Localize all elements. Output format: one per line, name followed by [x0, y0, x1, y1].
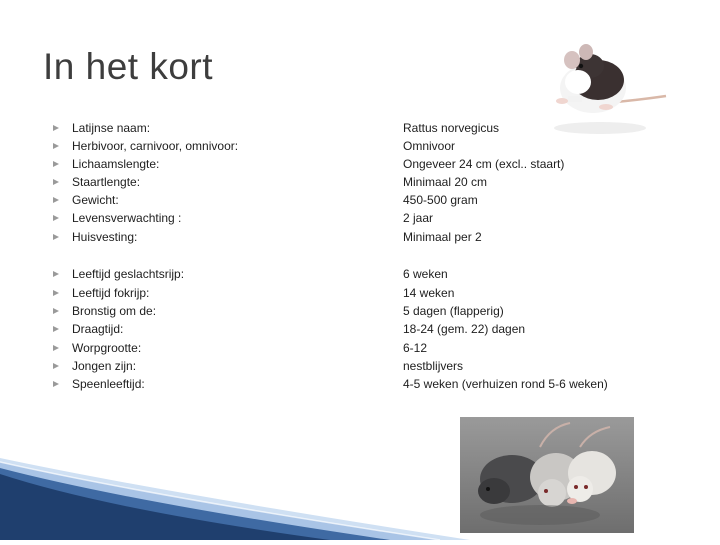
fact-value: Ongeveer 24 cm (excl.. staart) — [403, 157, 565, 171]
fact-row — [0, 302, 720, 320]
fact-row — [0, 284, 720, 302]
fact-value: 6 weken — [403, 267, 448, 281]
bullet-icon — [53, 345, 59, 351]
fact-value: 4-5 weken (verhuizen rond 5-6 weken) — [403, 377, 608, 391]
fact-row — [0, 173, 720, 191]
bullet-icon — [53, 125, 59, 131]
fact-label: Huisvesting: — [72, 230, 138, 244]
fact-row — [0, 375, 720, 393]
bullet-icon — [53, 381, 59, 387]
fact-label: Gewicht: — [72, 193, 119, 207]
fact-row — [0, 320, 720, 338]
fact-label: Draagtijd: — [72, 322, 124, 336]
fact-label: Lichaamslengte: — [72, 157, 160, 171]
fact-value: 14 weken — [403, 286, 455, 300]
fact-row — [0, 155, 720, 173]
fact-value: Omnivoor — [403, 139, 456, 153]
fact-label: Leeftijd geslachtsrijp: — [72, 267, 185, 281]
decorative-wave-band — [0, 452, 470, 540]
bullet-icon — [53, 326, 59, 332]
fact-value: 18-24 (gem. 22) dagen — [403, 322, 526, 336]
bullet-icon — [53, 271, 59, 277]
fact-value: Minimaal per 2 — [403, 230, 482, 244]
fact-row — [0, 209, 720, 227]
fact-label: Leeftijd fokrijp: — [72, 286, 150, 300]
fact-row — [0, 119, 720, 137]
baby-rats-photo — [460, 417, 634, 533]
bullet-icon — [53, 290, 59, 296]
fact-value: 450-500 gram — [403, 193, 478, 207]
fact-label: Jongen zijn: — [72, 359, 137, 373]
bullet-icon — [53, 143, 59, 149]
fact-value: 6-12 — [403, 341, 428, 355]
fact-value: Minimaal 20 cm — [403, 175, 488, 189]
fact-row — [0, 191, 720, 209]
fact-row — [0, 339, 720, 357]
slide-title: In het kort — [43, 46, 214, 87]
fact-value: Rattus norvegicus — [403, 121, 500, 135]
fact-value: nestblijvers — [403, 359, 464, 373]
bullet-icon — [53, 215, 59, 221]
bullet-icon — [53, 363, 59, 369]
fact-label: Staartlengte: — [72, 175, 141, 189]
fact-label: Herbivoor, carnivoor, omnivoor: — [72, 139, 239, 153]
fact-label: Bronstig om de: — [72, 304, 157, 318]
bullet-icon — [53, 179, 59, 185]
fact-value: 5 dagen (flapperig) — [403, 304, 504, 318]
bullet-icon — [53, 197, 59, 203]
fact-label: Worpgrootte: — [72, 341, 142, 355]
fact-row — [0, 265, 720, 283]
fact-value: 2 jaar — [403, 211, 434, 225]
bullet-icon — [53, 161, 59, 167]
fact-row — [0, 228, 720, 246]
fact-label: Levensverwachting : — [72, 211, 182, 225]
fact-row — [0, 137, 720, 155]
fact-label: Speenleeftijd: — [72, 377, 145, 391]
bullet-icon — [53, 308, 59, 314]
fact-label: Latijnse naam: — [72, 121, 151, 135]
bullet-icon — [53, 234, 59, 240]
fact-row — [0, 357, 720, 375]
